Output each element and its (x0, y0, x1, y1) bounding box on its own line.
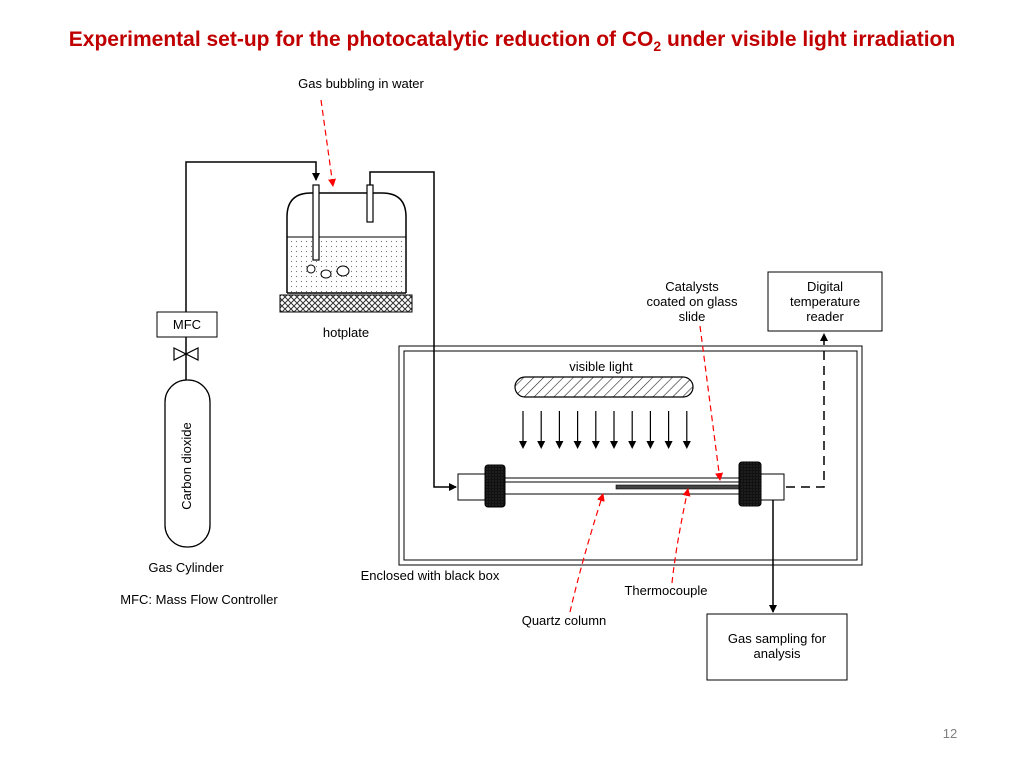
light-ray-arrowhead (537, 441, 545, 449)
temperature-reader-line-3: reader (806, 309, 844, 324)
catalysts-pointer (700, 326, 720, 480)
visible-light-lamp (515, 377, 693, 397)
gas-sampling-line-1: Gas sampling for (727, 631, 827, 646)
hotplate (280, 295, 412, 312)
gas-sampling-line-2: analysis (753, 646, 801, 661)
gas-bubbling-pointer (321, 100, 333, 186)
light-ray-arrowhead (628, 441, 636, 449)
thermocouple-signal-line (786, 334, 824, 487)
bubbler-flask (287, 185, 406, 294)
light-ray-arrowhead (592, 441, 600, 449)
title-text-end: under visible light irradiation (661, 28, 956, 51)
gas-cylinder-label: Gas Cylinder (148, 560, 224, 575)
catalysts-label-line-1: Catalysts (665, 279, 719, 294)
gas-bubbling-label: Gas bubbling in water (298, 76, 424, 91)
mfc-legend: MFC: Mass Flow Controller (120, 592, 278, 607)
light-ray-arrowhead (665, 441, 673, 449)
mfc-label: MFC (172, 317, 202, 332)
valve (174, 337, 198, 380)
light-ray-arrowhead (683, 441, 691, 449)
enclosed-label: Enclosed with black box (360, 568, 500, 583)
temperature-reader-line-2: temperature (789, 294, 861, 309)
title-subscript: 2 (653, 38, 662, 55)
quartz-column (458, 462, 784, 507)
title-text: Experimental set-up for the photocatalytic reduction of CO (68, 28, 654, 51)
quartz-column-pointer (570, 494, 603, 612)
temperature-reader-line-1: Digital (806, 279, 844, 294)
thermocouple-pointer (672, 489, 688, 583)
gas-line-outlet (370, 172, 456, 487)
light-ray-arrowhead (646, 441, 654, 449)
visible-light-label: visible light (569, 359, 633, 374)
light-ray-arrowhead (519, 441, 527, 449)
light-ray-arrowhead (610, 441, 618, 449)
catalysts-label-line-2: coated on glass (646, 294, 738, 309)
hotplate-label: hotplate (322, 325, 370, 340)
catalysts-label-line-3: slide (678, 309, 706, 324)
light-ray-arrowhead (555, 441, 563, 449)
slide-number: 12 (942, 726, 958, 741)
light-ray-arrowhead (574, 441, 582, 449)
thermocouple-label: Thermocouple (624, 583, 708, 598)
quartz-column-label: Quartz column (521, 613, 607, 628)
carbon-dioxide-label: Carbon dioxide (179, 422, 194, 510)
light-arrows (519, 411, 691, 449)
